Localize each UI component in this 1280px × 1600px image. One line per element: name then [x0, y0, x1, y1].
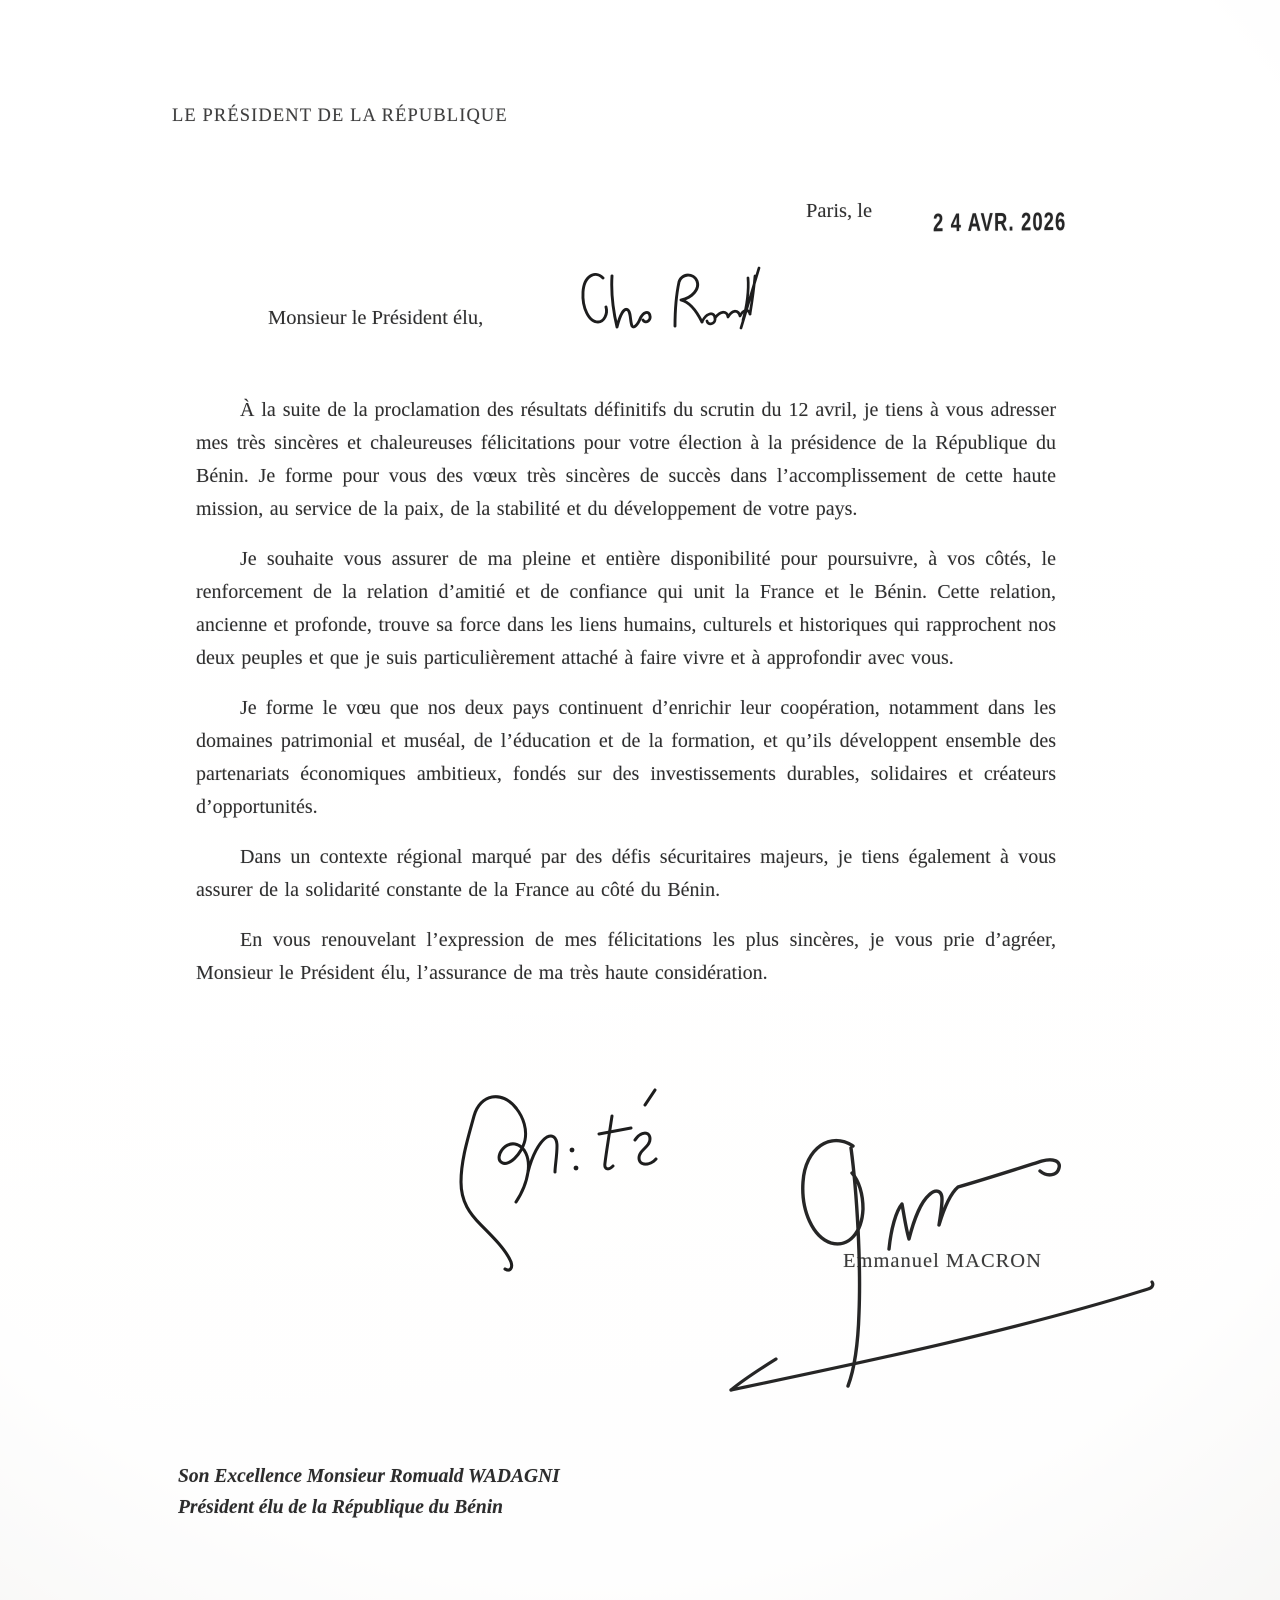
- handwritten-amities-script: [448, 1078, 680, 1280]
- letterhead-title: LE PRÉSIDENT DE LA RÉPUBLIQUE: [172, 106, 508, 126]
- recipient-line-2: Président élu de la République du Bénin: [178, 1497, 504, 1518]
- dateline-place: Paris, le: [806, 200, 873, 222]
- salutation-printed: Monsieur le Président élu,: [268, 307, 484, 329]
- macron-signature-flourish: [690, 1108, 1180, 1400]
- paragraph-2: Je souhaite vous assurer de ma pleine et entière disponibilité pour poursuivre, à vos côtés, le renforcement de la relation d’amitié et de confiance qui unit la France et le Bénin. Cette relation, ancienne et profonde, trouve sa force dans les liens humains, culturels et historiques qui rapprochent nos deux peuples et que je suis particulièrement attaché à faire vivre et à approfondir avec vous.: [196, 548, 1056, 669]
- handwritten-cher-romuald-script: [575, 262, 760, 342]
- recipient-line-1: Son Excellence Monsieur Romuald WADAGNI: [178, 1466, 560, 1487]
- paragraph-4: Dans un contexte régional marqué par des défis sécuritaires majeurs, je tiens également à vous assurer de la solidarité constante de la France au côté du Bénin.: [196, 846, 1056, 901]
- recipient-block: [178, 1461, 560, 1523]
- letter-body: [196, 394, 1056, 1007]
- signatory-name: Emmanuel MACRON: [843, 1250, 1042, 1272]
- paragraph-5: En vous renouvelant l’expression de mes félicitations les plus sincères, je vous prie d’agréer, Monsieur le Président élu, l’assurance de ma très haute considération.: [196, 929, 1056, 984]
- paragraph-1: À la suite de la proclamation des résultats définitifs du scrutin du 12 avril, je tiens à vous adresser mes très sincères et chaleureuses félicitations pour votre élection à la présidence de la République du Bénin. Je forme pour vous des vœux très sincères de succès dans l’accomplissement de cette haute mission, au service de la paix, de la stabilité et du développement de votre pays.: [196, 399, 1056, 520]
- date-stamp: 2 4 AVR. 2026: [933, 207, 1067, 238]
- paragraph-3: Je forme le vœu que nos deux pays continuent d’enrichir leur coopération, notamment dans les domaines patrimonial et muséal, de l’éducation et de la formation, et qu’ils développent ensemble des partenariats économiques ambitieux, fondés sur des investissements durables, solidaires et créateurs d’opportunités.: [196, 697, 1056, 818]
